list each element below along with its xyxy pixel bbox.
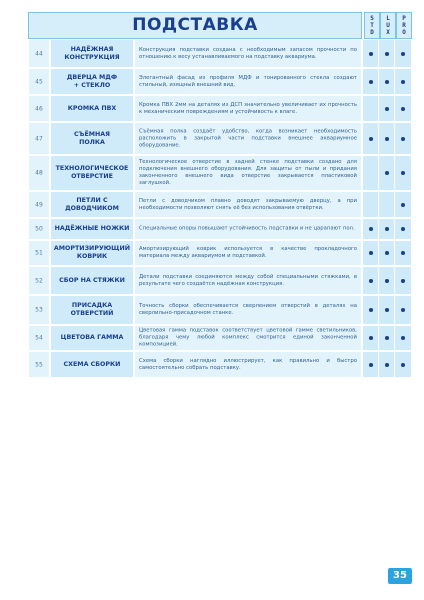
included-dot-icon xyxy=(385,137,389,141)
package-header-lux xyxy=(380,12,396,39)
feature-name-cell xyxy=(50,191,134,218)
table-body xyxy=(28,39,412,378)
number-cell xyxy=(28,191,50,218)
feature-name-cell xyxy=(50,266,134,295)
description-cell xyxy=(134,122,362,155)
row-number: 48 xyxy=(35,169,43,177)
package-header-pro xyxy=(396,12,412,39)
package-letter: S xyxy=(370,15,374,22)
number-cell xyxy=(28,325,50,351)
title-cell xyxy=(28,12,362,39)
feature-name: НАДЁЖНЫЕ НОЖКИ xyxy=(54,225,130,232)
included-dot-icon xyxy=(385,308,389,312)
description-cell xyxy=(134,240,362,266)
table-row xyxy=(28,39,412,68)
package-cell-pro xyxy=(394,122,412,155)
table-row xyxy=(28,122,412,155)
feature-description: Элегантный фасад из профиля МДФ и тонированного стекла создают стильный, изящный внешний вид. xyxy=(139,74,357,88)
description-cell xyxy=(134,191,362,218)
number-cell xyxy=(28,218,50,240)
table-row xyxy=(28,266,412,295)
package-cell-pro xyxy=(394,325,412,351)
number-cell xyxy=(28,240,50,266)
package-cell-pro xyxy=(394,191,412,218)
included-dot-icon xyxy=(401,363,405,367)
package-letter: R xyxy=(402,22,406,29)
included-dot-icon xyxy=(385,80,389,84)
feature-name: ПЕТЛИ С ДОВОДЧИКОМ xyxy=(65,196,119,212)
description-cell xyxy=(134,266,362,295)
row-number: 47 xyxy=(35,135,43,142)
package-cell-pro xyxy=(394,266,412,295)
package-cell-pro xyxy=(394,39,412,68)
row-number: 50 xyxy=(35,225,43,233)
number-cell xyxy=(28,295,50,325)
row-number: 44 xyxy=(35,50,43,57)
table-row xyxy=(28,95,412,122)
included-dot-icon xyxy=(385,171,389,175)
included-dot-icon xyxy=(401,336,405,340)
number-cell xyxy=(28,39,50,68)
included-dot-icon xyxy=(401,171,405,175)
table-row xyxy=(28,295,412,325)
included-dot-icon xyxy=(401,80,405,84)
feature-name-cell xyxy=(50,218,134,240)
row-number: 52 xyxy=(35,277,43,284)
feature-name-cell xyxy=(50,122,134,155)
number-cell xyxy=(28,95,50,122)
row-number: 55 xyxy=(35,361,43,368)
package-cell-pro xyxy=(394,295,412,325)
number-cell xyxy=(28,122,50,155)
row-number: 45 xyxy=(35,78,43,85)
feature-name-cell xyxy=(50,155,134,191)
package-letter: P xyxy=(402,15,406,22)
included-dot-icon xyxy=(385,363,389,367)
feature-name-cell xyxy=(50,295,134,325)
included-dot-icon xyxy=(369,227,373,231)
feature-description: Точность сборки обеспечивается сверлением отверстий в деталях на сверлильно-присадочном станке. xyxy=(139,303,357,316)
feature-name: ЦВЕТОВА ГАММА xyxy=(60,334,124,341)
package-cell-pro xyxy=(394,155,412,191)
feature-name-cell xyxy=(50,68,134,95)
feature-name: КРОМКА ПВХ xyxy=(67,104,117,112)
included-dot-icon xyxy=(401,203,405,207)
feature-name: СЪЁМНАЯ ПОЛКА xyxy=(73,130,111,146)
feature-name: СБОР НА СТЯЖКИ xyxy=(59,276,125,284)
feature-name: ДВЕРЦА МДФ + СТЕКЛО xyxy=(66,73,118,89)
page-number: 35 xyxy=(388,568,412,584)
included-dot-icon xyxy=(369,308,373,312)
feature-description: Амортизирующий коврик используется в качестве прокладочного материала между аквариумом и подставкой. xyxy=(139,246,357,259)
included-dot-icon xyxy=(385,279,389,283)
package-cell-pro xyxy=(394,351,412,378)
page-title: ПОДСТАВКА xyxy=(132,15,258,35)
number-cell xyxy=(28,351,50,378)
included-dot-icon xyxy=(369,137,373,141)
feature-name-cell xyxy=(50,240,134,266)
included-dot-icon xyxy=(385,251,389,255)
description-cell xyxy=(134,351,362,378)
number-cell xyxy=(28,155,50,191)
package-letter: X xyxy=(386,29,390,36)
table-row xyxy=(28,218,412,240)
description-cell xyxy=(134,95,362,122)
included-dot-icon xyxy=(401,107,405,111)
feature-name-cell xyxy=(50,325,134,351)
feature-description: Кромка ПВХ 2мм на деталях из ДСП значительно увеличивает их прочность к механическим повреждениям и устойчивость к влаге. xyxy=(139,101,357,115)
package-cell-pro xyxy=(394,68,412,95)
table-row xyxy=(28,240,412,266)
feature-description: Схема сборки наглядно иллюстрирует, как правильно и быстро самостоятельно собрать подставку. xyxy=(139,357,357,371)
feature-description: Петли с доводчиком плавно доводят закрываемую дверцу, а при необходимости позволяют снять её без использования отвёртки. xyxy=(139,197,357,211)
package-header-std xyxy=(364,12,380,39)
description-cell xyxy=(134,218,362,240)
row-number: 54 xyxy=(35,334,43,342)
package-letter: T xyxy=(370,22,374,29)
table-row xyxy=(28,191,412,218)
included-dot-icon xyxy=(369,336,373,340)
row-number: 49 xyxy=(35,201,43,208)
included-dot-icon xyxy=(369,52,373,56)
package-cell-pro xyxy=(394,95,412,122)
table-row xyxy=(28,155,412,191)
description-cell xyxy=(134,325,362,351)
included-dot-icon xyxy=(401,279,405,283)
included-dot-icon xyxy=(385,52,389,56)
feature-table xyxy=(28,12,412,378)
feature-name-cell xyxy=(50,351,134,378)
feature-name: АМОРТИЗИРУЮЩИЙ КОВРИК xyxy=(53,245,131,260)
feature-description: Конструкция подставки создана с необходимым запасом прочности по отношению к весу устанавливаемого на подставку аквариума. xyxy=(139,46,357,60)
package-letter: U xyxy=(386,22,390,29)
feature-name: СХЕМА СБОРКИ xyxy=(63,360,121,368)
feature-name: ТЕХНОЛОГИЧЕСКОЕ ОТВЕРСТИЕ xyxy=(55,165,129,180)
feature-name: НАДЁЖНАЯ КОНСТРУКЦИЯ xyxy=(64,45,120,61)
feature-description: Цветовая гамма подставок соответствует цветовой гамме светильников, благодаря чему любой комплекс смотрится единой законченной композицией. xyxy=(139,327,357,348)
feature-name-cell xyxy=(50,95,134,122)
included-dot-icon xyxy=(401,308,405,312)
package-letter: L xyxy=(386,15,390,22)
feature-name: ПРИСАДКА ОТВЕРСТИЙ xyxy=(70,302,114,317)
included-dot-icon xyxy=(401,137,405,141)
included-dot-icon xyxy=(369,80,373,84)
row-number: 53 xyxy=(35,306,43,314)
description-cell xyxy=(134,155,362,191)
number-cell xyxy=(28,68,50,95)
table-row xyxy=(28,325,412,351)
feature-description: Детали подставки соединяются между собой специальными стяжками, в результате чего создаётся надёжная конструкция. xyxy=(139,273,357,287)
feature-description: Съёмная полка создаёт удобство, когда возникает необходимость расположить в закрытой части подставки внешнее аквариумное оборудование. xyxy=(139,128,357,148)
description-cell xyxy=(134,295,362,325)
number-cell xyxy=(28,266,50,295)
included-dot-icon xyxy=(401,52,405,56)
feature-name-cell xyxy=(50,39,134,68)
included-dot-icon xyxy=(401,227,405,231)
row-number: 51 xyxy=(35,249,43,257)
package-cell-pro xyxy=(394,218,412,240)
table-row xyxy=(28,68,412,95)
included-dot-icon xyxy=(369,251,373,255)
included-dot-icon xyxy=(385,107,389,111)
included-dot-icon xyxy=(401,251,405,255)
included-dot-icon xyxy=(369,363,373,367)
included-dot-icon xyxy=(385,336,389,340)
package-cell-pro xyxy=(394,240,412,266)
included-dot-icon xyxy=(385,227,389,231)
description-cell xyxy=(134,68,362,95)
description-cell xyxy=(134,39,362,68)
feature-description: Специальные опоры повышают устойчивость подставки и не царапают пол. xyxy=(139,225,355,232)
package-letter: O xyxy=(402,29,406,36)
feature-description: Технологическое отверстие в задней стенке подставки создано для подключения внешнего оборудования. Для защиты от пыли и придания законченного внешнего вида отверстие закрывается пластиковой заглушкой. xyxy=(139,159,357,186)
table-row xyxy=(28,351,412,378)
package-letter: D xyxy=(370,29,374,36)
row-number: 46 xyxy=(35,105,43,112)
included-dot-icon xyxy=(369,279,373,283)
table-header xyxy=(28,12,412,39)
